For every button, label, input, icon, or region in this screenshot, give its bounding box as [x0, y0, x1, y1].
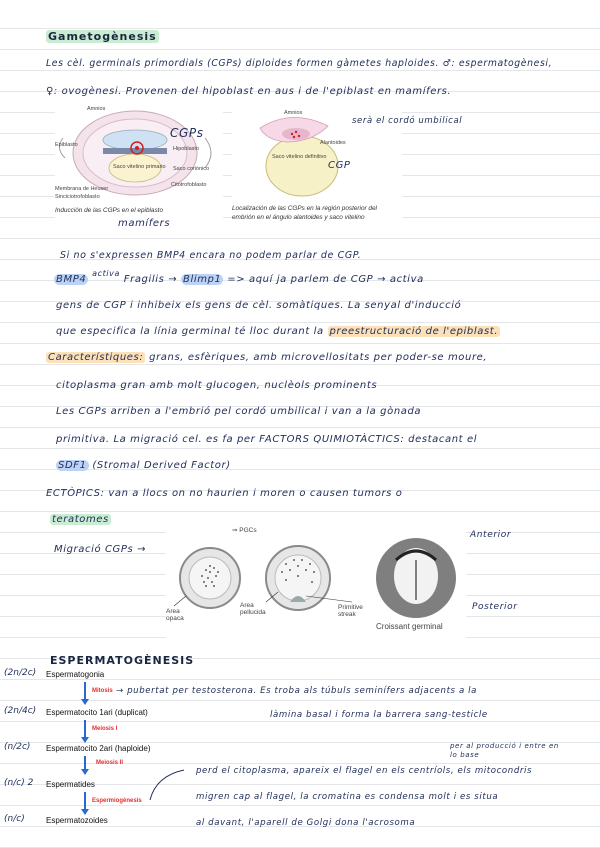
fig2-label-amnios: Amnios [284, 110, 303, 116]
page-title: Gametogènesis [48, 30, 157, 43]
arrow-meiosis-1 [84, 720, 86, 738]
fig1-caption: Inducción de las CGPs en el epiblasto [55, 207, 163, 214]
label-area-opaca: Area opaca [166, 608, 184, 622]
stage-espermatozoides: Espermatozoides [46, 816, 108, 825]
body-line-3: gens de CGP i inhibeix els gens de cèl. somàtiques. La senyal d'inducció [56, 300, 462, 311]
fig1-label-citotrofoblasto: Citotrofoblasto [171, 182, 207, 188]
fig2-handwritten-label: CGP [328, 160, 351, 171]
body-line-8: primitiva. La migració cel. es fa per FACTORS QUIMIOTÀCTICS: destacant el [56, 434, 478, 445]
ploidy-3: (n/c) 2 [4, 778, 34, 788]
body-line-5 [46, 352, 487, 363]
stage-espermatocito-2: Espermatocito 2ari (haploide) [46, 744, 151, 753]
fig2-handwritten-note: serà el cordó umbilical [352, 116, 463, 126]
label-croissant-germinal: Croissant germinal [376, 622, 443, 631]
fig2-label-saco: Saco vitelino definitivo [272, 154, 327, 160]
body-line-7: Les CGPs arriben a l'embrió pel cordó umbilical i van a la gònada [56, 406, 422, 417]
figure-pgc-migration [166, 527, 466, 638]
body-line-5-b: grans, esfèriques, amb microvellositats per poder-se moure, [149, 352, 488, 363]
fragilis-text: Fragilis [123, 274, 165, 285]
body-line-9-b: (Stromal Derived Factor) [92, 460, 231, 471]
arrow-mitosis [84, 682, 86, 700]
intro-line-2: ♀: ovogènesi. Provenen del hipoblast en aus i de l'epiblast en mamífers. [46, 86, 452, 97]
body-line-10: ECTÒPICS: van a llocs on no haurien i moren o causen tumors o [46, 488, 403, 499]
fig1-label-hipoblasto: Hipoblasto [173, 146, 199, 152]
fig2-caption: Localización de las CGPs en la región posterior del embrión en el ángulo alantoides y saco vitelino [232, 205, 377, 221]
arrow-espermiogenesis [84, 792, 86, 810]
connector-arrow [146, 766, 186, 806]
body-line-9 [56, 460, 231, 471]
intro-line-1: Les cèl. germinals primordials (CGPs) diploides formen gàmetes haploides. ♂: espermatogènesi, [46, 58, 553, 69]
ploidy-1: (2n/4c) [4, 706, 37, 716]
migration-label: Migració CGPs → [54, 544, 147, 555]
fig1-label-epiblasto: Epiblasto [55, 142, 78, 148]
process-meiosis-1: Meiosis I [92, 726, 118, 732]
fig2-label-alantoides: Alantoides [320, 140, 346, 146]
body-line-2-rest: => aquí ja parlem de CGP → activa [227, 274, 424, 285]
process-espermiogenesis: Espermiogènesis [92, 798, 142, 804]
posterior-label: Posterior [472, 602, 518, 612]
body-line-1: Si no s'expressen BMP4 encara no podem parlar de CGP. [60, 250, 362, 261]
stage-espermatides: Espermatides [46, 780, 95, 789]
fig1-label-sincicio: Sinciciotrofoblasto [55, 194, 100, 200]
activa-text: activa [92, 269, 120, 278]
fig1-label-heuser: Membrana de Heuser [55, 186, 109, 192]
caracteristiques-label: Característiques: [48, 352, 144, 363]
ploidy-2: (n/2c) [4, 742, 31, 752]
ploidy-0: (2n/2c) [4, 668, 37, 678]
fig1-label-amnios: Amnios [87, 106, 106, 112]
fig1-label-saco-primario: Saco vitelino primario [113, 164, 166, 170]
body-line-4 [56, 326, 500, 337]
body-line-11: teratomes [52, 514, 109, 525]
fig1-handwritten-label: CGPs [170, 126, 204, 140]
body-line-4-b: preestructuració de l'epiblast. [329, 326, 499, 337]
note-3: per al producció i entre en lo base [450, 742, 559, 759]
stage-espermatogonia: Espermatogonia [46, 670, 105, 679]
stage-espermatocito-1: Espermatocito 1ari (duplicat) [46, 708, 148, 717]
ploidy-4: (n/c) [4, 814, 25, 824]
fig1-handwritten-note: mamífers [118, 218, 171, 229]
anterior-label: Anterior [470, 530, 512, 540]
arrow-meiosis-2 [84, 756, 86, 770]
note-2: làmina basal i forma la barrera sang-testicle [270, 710, 488, 720]
process-meiosis-2: Meiosis II [96, 760, 124, 766]
note-6: al davant, l'aparell de Golgi dona l'acrosoma [196, 818, 416, 828]
body-line-4-a: que especifica la línia germinal té lloc durant la [56, 326, 324, 337]
process-mitosis: Mitosis [92, 688, 113, 694]
note-5: migren cap al flagel, la cromatina es condensa molt i es situa [196, 792, 499, 802]
fig1-label-saco-corionico: Saco coriónico [173, 166, 210, 172]
note-4: perd el citoplasma, apareix el flagel en els centríols, els mitocondris [196, 766, 533, 776]
body-line-6: citoplasma gran amb molt glucogen, nuclèols prominents [56, 380, 378, 391]
note-1: → pubertat per testosterona. Es troba als túbuls seminífers adjacents a la [116, 686, 478, 696]
bmp4-text: BMP4 [56, 274, 87, 285]
body-line-2: BMP4 $^{activa}$ Fragilis → Blimp1 => aquí ja parlem de CGP → activa [56, 269, 424, 285]
section-title-espermatogenesis: ESPERMATOGÈNESIS [50, 654, 195, 667]
blimp1-text: Blimp1 [182, 274, 222, 285]
pgcs-top-label: ⇒ PGCs [232, 527, 257, 534]
figure-cgp-localization [232, 108, 402, 228]
label-area-pellucida: Area pellucida [240, 602, 266, 616]
sdf1-text: SDF1 [58, 460, 87, 471]
label-primitive-streak: Primitive streak [338, 604, 363, 618]
